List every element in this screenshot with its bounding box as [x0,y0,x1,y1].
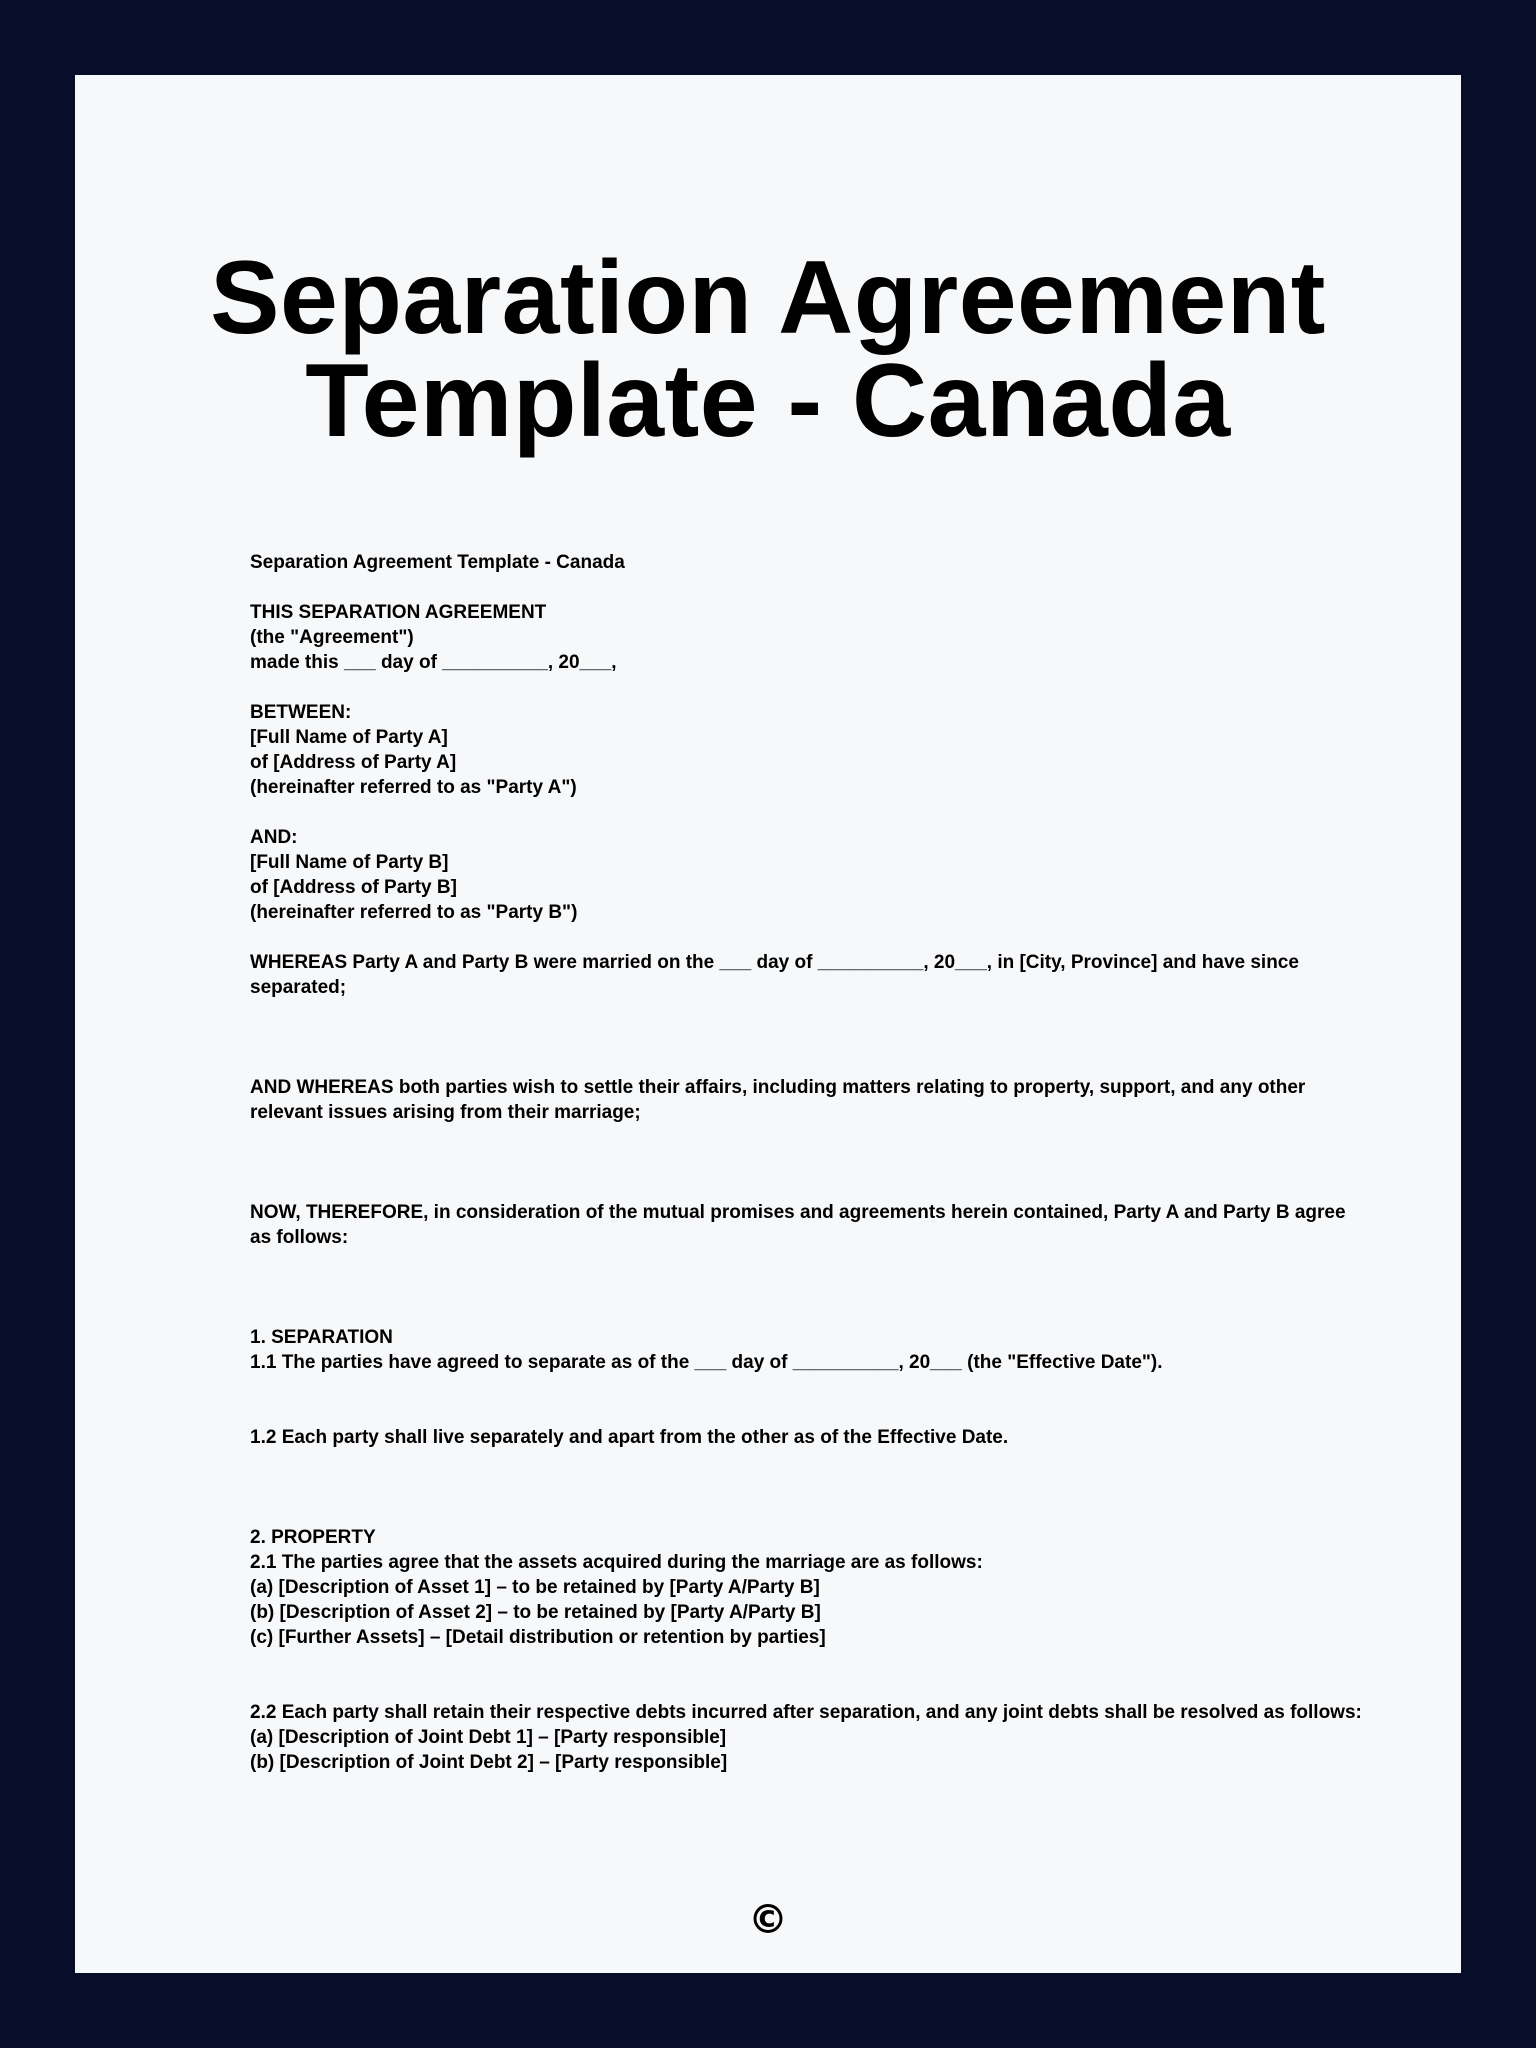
whereas-clause-1: WHEREAS Party A and Party B were married on the ___ day of __________, 20___, in [City, Province] and have since separated; [250,952,1299,998]
copyright-icon: © [748,1897,788,1943]
party-a-line: BETWEEN: [250,702,352,723]
party-b-line: of [Address of Party B] [250,877,457,898]
party-b-line: (hereinafter referred to as "Party B") [250,902,578,923]
section-1-heading: 1. SEPARATION [250,1327,393,1348]
clause-2-1-item: (a) [Description of Asset 1] – to be retained by [Party A/Party B] [250,1577,820,1598]
party-b-line: [Full Name of Party B] [250,852,449,873]
document-page [75,75,1461,1973]
title-line-2: Template - Canada [305,343,1231,459]
title-line-1: Separation Agreement [210,240,1326,356]
clause-2-1-item: (c) [Further Assets] – [Detail distribution or retention by parties] [250,1627,826,1648]
section-2-heading: 2. PROPERTY [250,1527,376,1548]
clause-2-1: 2.1 The parties agree that the assets acquired during the marriage are as follows: [250,1552,983,1573]
party-a-line: of [Address of Party A] [250,752,457,773]
clause-2-2-item: (b) [Description of Joint Debt 2] – [Party responsible] [250,1752,728,1773]
party-a-line: (hereinafter referred to as "Party A") [250,777,577,798]
document-body [250,550,1370,1775]
whereas-clause-2: AND WHEREAS both parties wish to settle their affairs, including matters relating to property, support, and any other relevant issues arising from their marriage; [250,1077,1306,1123]
intro-line: THIS SEPARATION AGREEMENT [250,602,547,623]
clause-2-2-item: (a) [Description of Joint Debt 1] – [Party responsible] [250,1727,727,1748]
intro-line: made this ___ day of __________, 20___, [250,652,617,673]
clause-1-1: 1.1 The parties have agreed to separate as of the ___ day of __________, 20___ (the "Effective Date"). [250,1352,1163,1373]
clause-2-1-item: (b) [Description of Asset 2] – to be retained by [Party A/Party B] [250,1602,821,1623]
clause-2-2: 2.2 Each party shall retain their respective debts incurred after separation, and any joint debts shall be resolved as follows: [250,1702,1362,1723]
party-a-line: [Full Name of Party A] [250,727,448,748]
document-title [75,240,1461,459]
document-header: Separation Agreement Template - Canada [250,552,625,573]
party-b-line: AND: [250,827,298,848]
intro-line: (the "Agreement") [250,627,414,648]
now-therefore-clause: NOW, THEREFORE, in consideration of the mutual promises and agreements herein contained, Party A and Party B agree as follows: [250,1202,1346,1248]
clause-1-2: 1.2 Each party shall live separately and apart from the other as of the Effective Date. [250,1427,1009,1448]
